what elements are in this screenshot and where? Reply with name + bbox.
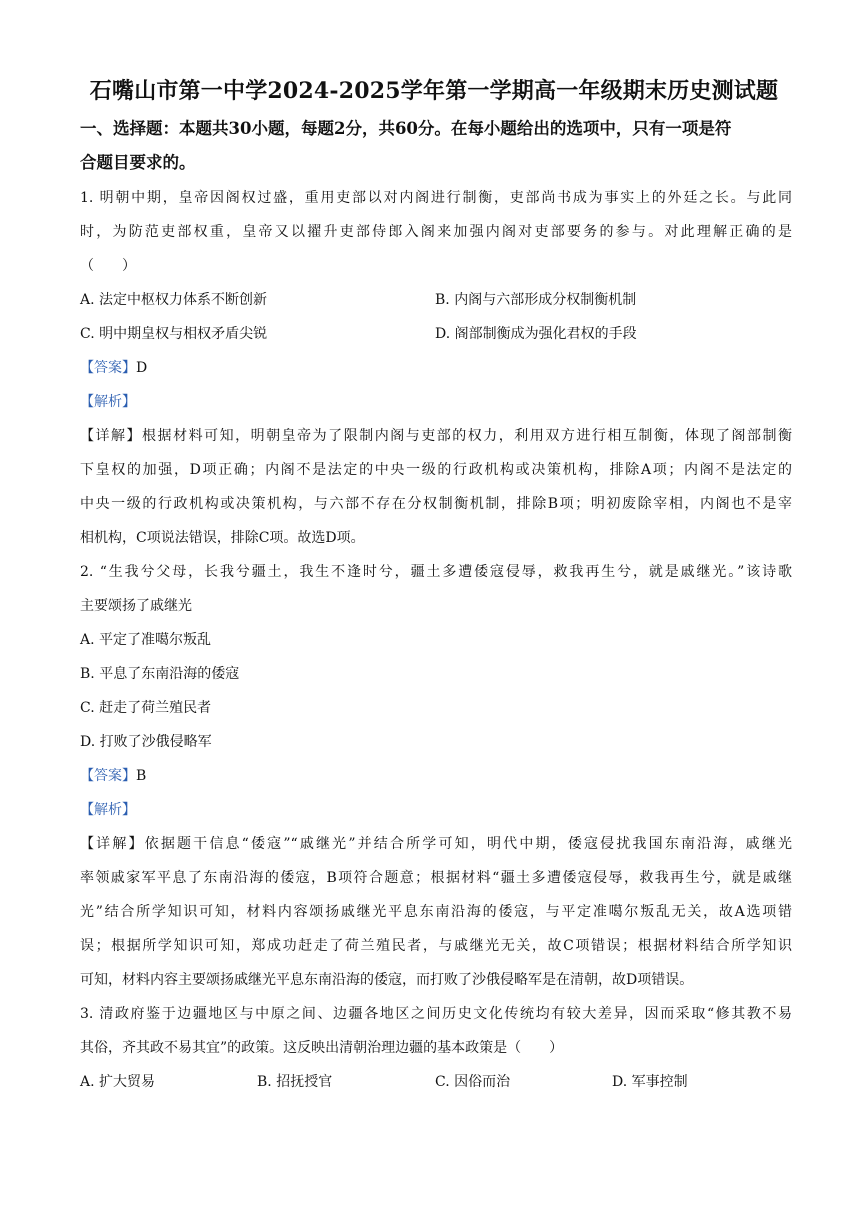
q1-detail-line-2: 下皇权的加强，D项正确；内阁不是法定的中央一级的行政机构或决策机构，排除A项；内阁不是法定的 — [80, 462, 792, 478]
q1-detail-text-1: 根据材料可知，明朝皇帝为了限制内阁与吏部的权力，利用双方进行相互制衡，体现了阁部制衡 — [142, 428, 792, 444]
answer-label: 【答案】 — [80, 768, 136, 784]
q1-detail-line-3: 中央一级的行政机构或决策机构，与六部不存在分权制衡机制，排除B项；明初废除宰相，内阁也不是宰 — [80, 496, 792, 512]
q2-detail-text-1: 依据题干信息“倭寇”“戚继光”并结合所学可知，明代中期，倭寇侵扰我国东南沿海，戚继光 — [144, 836, 792, 852]
detail-label: 【详解】 — [80, 428, 143, 444]
q2-analysis — [80, 800, 792, 820]
q1-answer — [80, 358, 792, 378]
q3-stem-line-1: 3. 清政府鉴于边疆地区与中原之间、边疆各地区之间历史文化传统均有较大差异，因而采取“修其教不易 — [80, 1006, 792, 1022]
q3-option-d: D. 军事控制 — [612, 1074, 688, 1090]
q2-detail-line-2: 率领戚家军平息了东南沿海的倭寇，B项符合题意；根据材料“疆土多遭倭寇侵辱，救我再生兮，就是戚继 — [80, 870, 792, 886]
q1-detail-line-1 — [80, 426, 792, 446]
section-heading-line-2: 合题目要求的。 — [80, 153, 196, 172]
q1-detail-line-4: 相机构，C项说法错误，排除C项。故选D项。 — [80, 530, 365, 546]
q2-answer-value: B — [136, 768, 147, 784]
q2-detail-line-5: 可知，材料内容主要颂扬戚继光平息东南沿海的倭寇，而打败了沙俄侵略军是在清朝，故D项错误。 — [80, 972, 694, 988]
answer-label: 【答案】 — [80, 360, 136, 376]
q1-option-c: C. 明中期皇权与相权矛盾尖锐 — [80, 326, 268, 342]
q3-stem-line-2: 其俗，齐其政不易其宜”的政策。这反映出清朝治理边疆的基本政策是（ ） — [80, 1040, 564, 1056]
q1-option-d: D. 阁部制衡成为强化君权的手段 — [435, 326, 637, 342]
analysis-label: 【解析】 — [80, 394, 136, 410]
analysis-label: 【解析】 — [80, 802, 136, 818]
q2-option-c: C. 赶走了荷兰殖民者 — [80, 700, 212, 716]
q2-option-b: B. 平息了东南沿海的倭寇 — [80, 666, 240, 682]
q1-answer-value: D — [136, 360, 148, 376]
q2-answer — [80, 766, 792, 786]
q1-stem-line-1: 1. 明朝中期，皇帝因阁权过盛，重用吏部以对内阁进行制衡，吏部尚书成为事实上的外廷之长。与此同 — [80, 190, 792, 206]
q1-stem-line-2: 时，为防范吏部权重，皇帝又以擢升吏部侍郎入阁来加强内阁对吏部要务的参与。对此理解正确的是 — [80, 224, 792, 240]
q1-analysis — [80, 392, 792, 412]
q2-option-a: A. 平定了准噶尔叛乱 — [80, 632, 212, 648]
q1-option-b: B. 内阁与六部形成分权制衡机制 — [435, 292, 637, 308]
q2-detail-line-4: 误；根据所学知识可知，郑成功赶走了荷兰殖民者，与戚继光无关，故C项错误；根据材料结合所学知识 — [80, 938, 792, 954]
q3-option-c: C. 因俗而治 — [435, 1074, 511, 1090]
section-heading-line-1: 一、选择题：本题共30小题，每题2分，共60分。在每小题给出的选项中，只有一项是符 — [80, 119, 732, 138]
q2-detail-line-3: 光”结合所学知识可知，材料内容颂扬戚继光平息东南沿海的倭寇，与平定准噶尔叛乱无关，故A选项错 — [80, 904, 792, 920]
section-heading — [80, 112, 790, 180]
q3-option-a: A. 扩大贸易 — [80, 1074, 156, 1090]
q2-stem-line-1: 2. “生我兮父母，长我兮疆土，我生不逢时兮，疆土多遭倭寇侵辱，救我再生兮，就是戚继光。”该诗歌 — [80, 564, 792, 580]
q1-stem-line-3: （ ） — [80, 258, 136, 274]
q2-option-d: D. 打败了沙俄侵略军 — [80, 734, 212, 750]
detail-label: 【详解】 — [80, 836, 145, 852]
q2-detail-line-1 — [80, 834, 792, 854]
page-title: 石嘴山市第一中学2024-2025学年第一学期高一年级期末历史测试题 — [89, 78, 779, 104]
q2-stem-line-2: 主要颂扬了戚继光 — [80, 598, 192, 614]
q3-option-b: B. 招抚授官 — [257, 1074, 333, 1090]
q1-option-a: A. 法定中枢权力体系不断创新 — [80, 292, 268, 308]
